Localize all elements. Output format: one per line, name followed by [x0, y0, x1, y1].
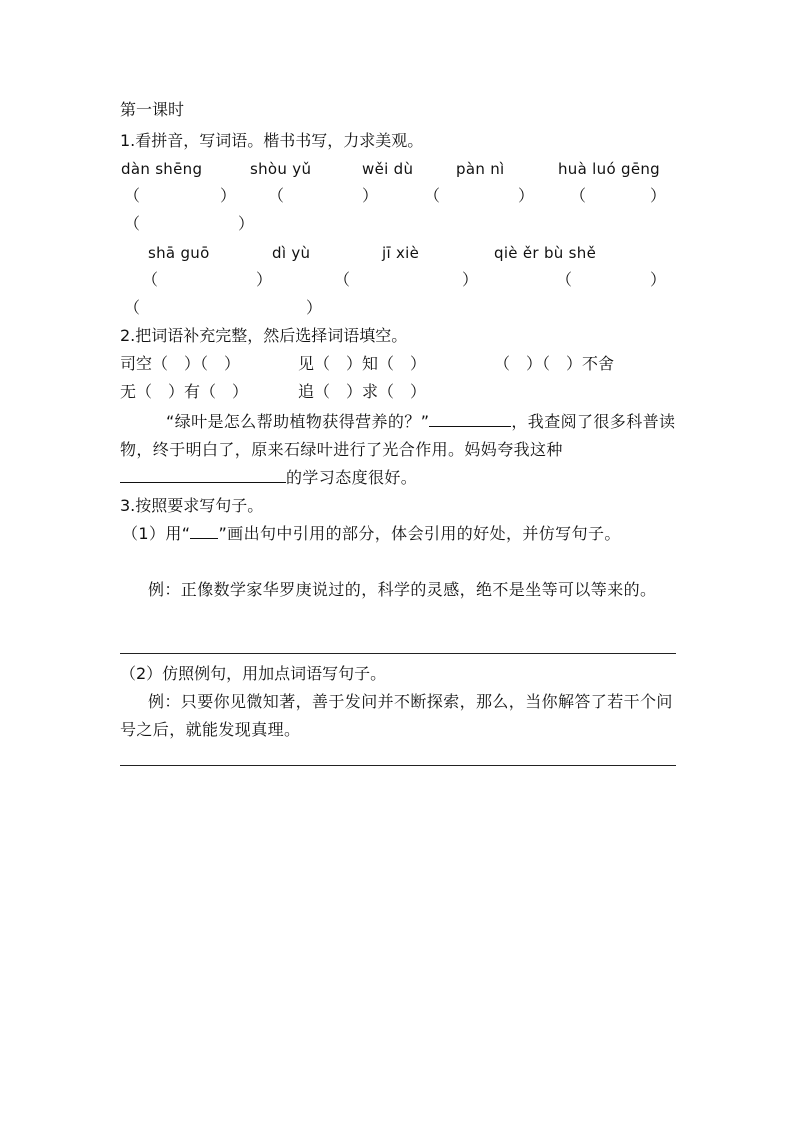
idiom-5: 追（ ）求（ ） — [298, 382, 427, 401]
example-1: 例：正像数学家华罗庚说过的，科学的灵感，绝不是坐等可以等来的。 — [148, 580, 657, 599]
sub-question-1 — [122, 520, 676, 548]
answer-box-2-open: （ — [268, 186, 285, 205]
question-3-title: 3.按照要求写句子。 — [120, 496, 264, 515]
pinyin-9: qiè ěr bù shě — [494, 244, 597, 262]
paragraph-part-c: 的学习态度很好。 — [286, 468, 418, 487]
paragraph-part-b: ，我查阅了很多科普读物，终于明白了，原来石绿叶进行了光合作用。妈妈夸我这种 — [120, 412, 676, 459]
pinyin-3: wěi dù — [362, 160, 414, 178]
pinyin-1: dàn shēng — [121, 160, 203, 178]
pinyin-4: pàn nì — [456, 160, 505, 178]
answer-line-1[interactable] — [120, 653, 676, 654]
answer-box-9-close: ） — [306, 298, 323, 317]
answer-box-6-close: ） — [256, 270, 273, 289]
answer-box-4-open: （ — [570, 186, 587, 205]
idiom-1: 司空（ ）（ ） — [120, 354, 241, 373]
answer-box-1-open: （ — [124, 186, 141, 205]
fill-blank-1[interactable] — [429, 408, 511, 427]
answer-box-6-open: （ — [142, 270, 159, 289]
example-2: 例：只要你见微知著，善于发问并不断探索，那么，当你解答了若干个问号之后，就能发现真理。 — [120, 692, 673, 739]
idiom-2: 见（ ）知（ ） — [298, 354, 427, 373]
answer-box-5-close: ） — [238, 214, 255, 233]
answer-box-9-open: （ — [124, 298, 141, 317]
idiom-4: 无（ ）有（ ） — [120, 382, 249, 401]
answer-box-4-close: ） — [650, 186, 667, 205]
answer-box-2-close: ） — [362, 186, 379, 205]
lesson-heading: 第一课时 — [120, 100, 185, 119]
pinyin-8: jī xiè — [382, 244, 420, 262]
question-1-title: 1.看拼音，写词语。楷书书写，力求美观。 — [120, 131, 424, 150]
idiom-3: （ ）（ ）不舍 — [494, 354, 615, 373]
pinyin-7: dì yù — [272, 244, 311, 262]
answer-box-5-open: （ — [124, 214, 141, 233]
answer-box-3-close: ） — [518, 186, 535, 205]
answer-box-7-close: ） — [462, 270, 479, 289]
answer-box-1-close: ） — [220, 186, 237, 205]
pinyin-6: shā guō — [148, 244, 210, 262]
answer-box-8-close: ） — [650, 270, 667, 289]
question-2-title: 2.把词语补充完整，然后选择词语填空。 — [120, 326, 408, 345]
paragraph-part-a: “绿叶是怎么帮助植物获得营养的？” — [166, 412, 430, 431]
answer-line-2[interactable] — [120, 765, 676, 766]
underline-mark — [190, 522, 218, 539]
sub-question-1-b: ”画出句中引用的部分，体会引用的好处，并仿写句子。 — [218, 524, 621, 543]
pinyin-5: huà luó gēng — [558, 160, 660, 178]
fill-in-paragraph — [120, 408, 676, 492]
fill-blank-2[interactable] — [120, 464, 286, 483]
answer-box-8-open: （ — [556, 270, 573, 289]
pinyin-2: shòu yǔ — [250, 160, 312, 178]
answer-box-3-open: （ — [424, 186, 441, 205]
sub-question-1-a: （1）用“ — [122, 524, 191, 543]
answer-box-7-open: （ — [334, 270, 351, 289]
sub-question-2: （2）仿照例句，用加点词语写句子。 — [120, 664, 387, 683]
